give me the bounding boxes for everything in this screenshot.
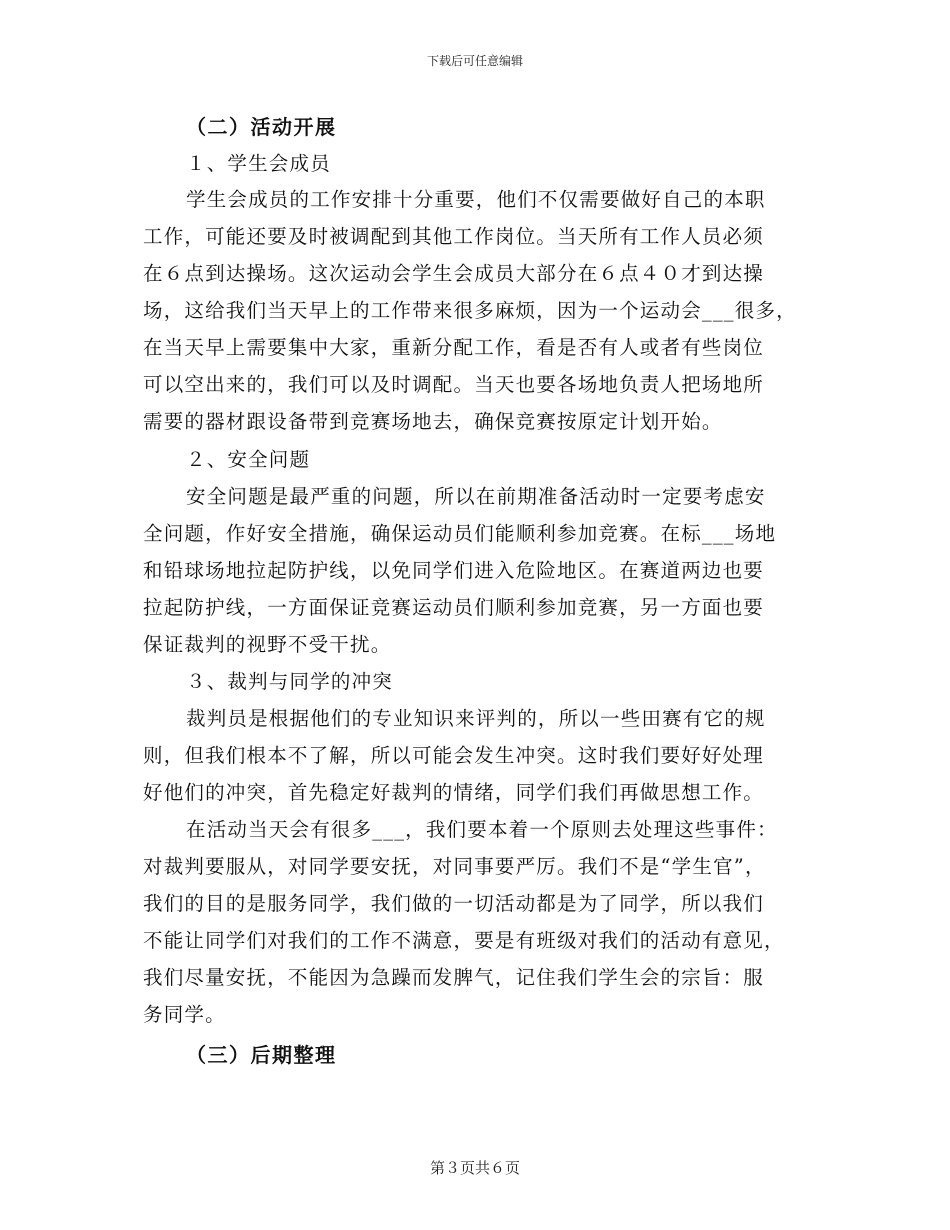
paragraph-line: 在６点到达操场。这次运动会学生会成员大部分在６点４０才到达操 (143, 262, 765, 285)
paragraph-line: 对裁判要服从，对同学要安抚，对同事要严厉。我们不是“学生官”， (143, 855, 766, 878)
section-heading-2: （二）活动开展 (186, 115, 337, 139)
paragraph-line: 和铅球场地拉起防护线，以免同学们进入危险地区。在赛道两边也要 (143, 559, 765, 582)
paragraph-line: 可以空出来的，我们可以及时调配。当天也要各场地负责人把场地所 (143, 373, 765, 396)
paragraph-line: 好他们的冲突，首先稳定好裁判的情绪，同学们我们再做思想工作。 (143, 781, 765, 804)
paragraph-line: 工作，可能还要及时被调配到其他工作岗位。当天所有工作人员必须 (143, 225, 765, 248)
paragraph-line: 裁判员是根据他们的专业知识来评判的，所以一些田赛有它的规 (186, 707, 766, 730)
page-number: 第３页共６页 (429, 1159, 520, 1177)
paragraph-line: 在活动当天会有很多___，我们要本着一个原则去处理这些事件： (186, 818, 778, 841)
subsection-title-2: ２、安全问题 (186, 448, 311, 471)
paragraph-line: 我们尽量安抚，不能因为急躁而发脾气，记住我们学生会的宗旨：服 (143, 966, 765, 989)
paragraph-line: 场，这给我们当天早上的工作带来很多麻烦，因为一个运动会___很多， (143, 299, 797, 322)
paragraph-line: 安全问题是最严重的问题，所以在前期准备活动时一定要考虑安 (186, 485, 766, 508)
paragraph-line: 需要的器材跟设备带到竞赛场地去，确保竞赛按原定计划开始。 (143, 410, 723, 433)
paragraph-line: 全问题，作好安全措施，确保运动员们能顺利参加竞赛。在标___场地 (143, 522, 777, 545)
paragraph-line: 不能让同学们对我们的工作不满意，要是有班级对我们的活动有意见， (143, 929, 785, 952)
paragraph-line: 务同学。 (143, 1003, 226, 1026)
section-heading-3: （三）后期整理 (186, 1043, 337, 1067)
paragraph-line: 在当天早上需要集中大家，重新分配工作，看是否有人或者有些岗位 (143, 336, 765, 359)
subsection-title-3: ３、裁判与同学的冲突 (186, 670, 394, 693)
paragraph-line: 保证裁判的视野不受干扰。 (143, 633, 392, 656)
paragraph-line: 我们的目的是服务同学，我们做的一切活动都是为了同学，所以我们 (143, 892, 765, 915)
paragraph-line: 学生会成员的工作安排十分重要，他们不仅需要做好自己的本职 (186, 188, 766, 211)
paragraph-line: 拉起防护线，一方面保证竞赛运动员们顺利参加竞赛，另一方面也要 (143, 596, 765, 619)
paragraph-line: 则，但我们根本不了解，所以可能会发生冲突。这时我们要好好处理 (143, 744, 765, 767)
subsection-title-1: １、学生会成员 (186, 152, 331, 175)
page-header: 下载后可任意编辑 (426, 54, 523, 68)
